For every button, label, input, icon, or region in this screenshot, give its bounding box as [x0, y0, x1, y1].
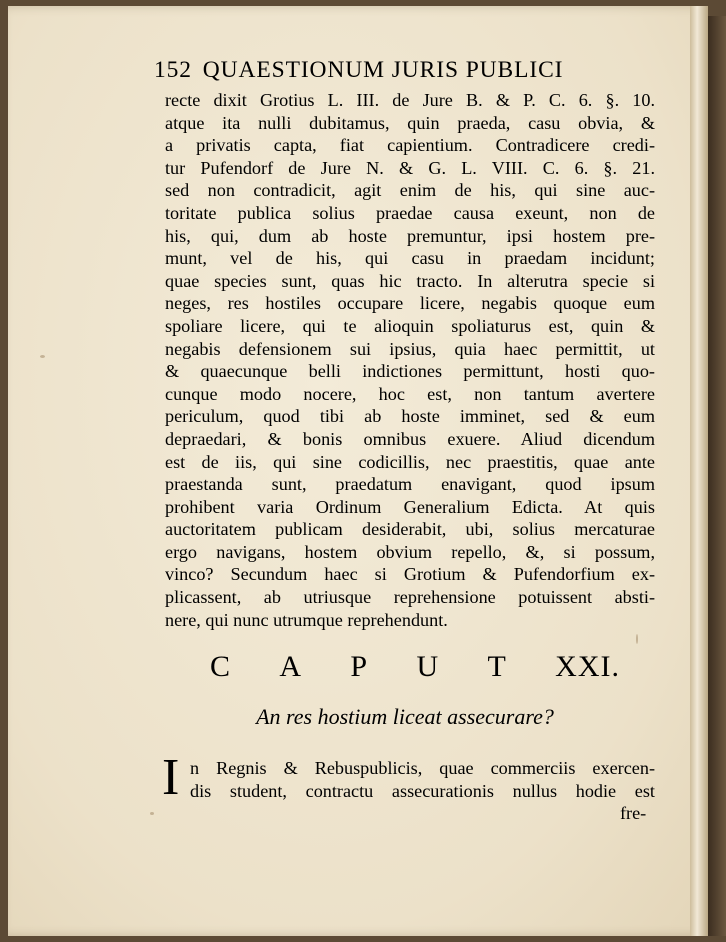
text-line: his, qui, dum ab hoste premuntur, ipsi hostem pre-: [165, 225, 655, 246]
text-line: vinco? Secundum haec si Grotium & Pufendorfium ex-: [165, 564, 655, 585]
page-number: 152: [154, 57, 192, 83]
text-line: munt, vel de his, qui casu in praedam incidunt;: [165, 248, 655, 269]
chapter-number: XXI.: [555, 650, 620, 683]
text-line: a privatis capta, fiat capientium. Contradicere credi-: [165, 135, 655, 156]
text-line: praestanda sunt, praedatum enavigant, quod ipsum: [165, 474, 655, 495]
chapter-subtitle: An res hostium liceat assecurare?: [256, 704, 554, 729]
page-spine-shadow: [690, 6, 708, 936]
chapter-letter: P: [350, 650, 369, 683]
paper-speck: [150, 812, 154, 815]
text-line: tur Pufendorf de Jure N. & G. L. VIII. C. 6. §. 21.: [165, 157, 655, 178]
text-line: nere, qui nunc utrumque reprehendunt.: [165, 609, 448, 630]
text-line: depraedari, & bonis omnibus exuere. Aliud dicendum: [165, 428, 655, 449]
paper-speck: [40, 355, 45, 358]
text-line: cunque modo nocere, hoc est, non tantum avertere: [165, 383, 655, 404]
opening-paragraph: [190, 757, 655, 802]
chapter-letter: T: [487, 650, 507, 683]
text-line: n Regnis & Rebuspublicis, quae commerciis exercen-: [190, 758, 655, 778]
text-line: atque ita nulli dubitamus, quin praeda, casu obvia, &: [165, 112, 655, 133]
chapter-letter: U: [416, 650, 440, 683]
text-line: est de iis, qui sine codicillis, nec praestitis, quae ante: [165, 451, 655, 472]
paper-speck: [636, 634, 638, 644]
text-line: plicassent, ab utriusque reprehensione potuissent absti-: [165, 587, 655, 608]
text-line: auctoritatem publicam desiderabit, ubi, solius mercaturae: [165, 519, 655, 540]
text-line: neges, res hostiles occupare licere, negabis quoque eum: [165, 293, 655, 314]
text-line: quae species sunt, quas hic tracto. In alterutra specie si: [165, 270, 655, 291]
text-line: & quaecunque belli indictiones permittunt, hosti quo-: [165, 361, 655, 382]
text-line: spoliare licere, qui te alioquin spoliaturus est, quin &: [165, 315, 655, 336]
drop-cap: I: [162, 749, 180, 806]
text-line: dis student, contractu assecurationis nullus hodie est: [190, 780, 655, 801]
running-head: [154, 57, 634, 84]
text-line: toritate publica solius praedae causa exeunt, non de: [165, 202, 655, 223]
chapter-letter: A: [279, 650, 303, 683]
text-line: sed non contradicit, agit enim de his, qui sine auc-: [165, 180, 655, 201]
text-line: recte dixit Grotius L. III. de Jure B. & P. C. 6. §. 10.: [165, 90, 655, 110]
text-line: prohibent varia Ordinum Generalium Edicta. At quis: [165, 496, 655, 517]
catchword: fre-: [620, 803, 647, 823]
body-text: [165, 89, 655, 631]
chapter-heading: [210, 650, 620, 684]
running-title: QUAESTIONUM JURIS PUBLICI: [202, 57, 564, 83]
text-line: negabis defensionem sui ipsius, quia haec permittit, ut: [165, 338, 655, 359]
text-line: ergo navigans, hostem obvium repello, &, si possum,: [165, 541, 655, 562]
book-edge: [708, 16, 726, 936]
text-line: periculum, quod tibi ab hoste imminet, sed & eum: [165, 406, 655, 427]
chapter-letter: C: [210, 650, 232, 683]
